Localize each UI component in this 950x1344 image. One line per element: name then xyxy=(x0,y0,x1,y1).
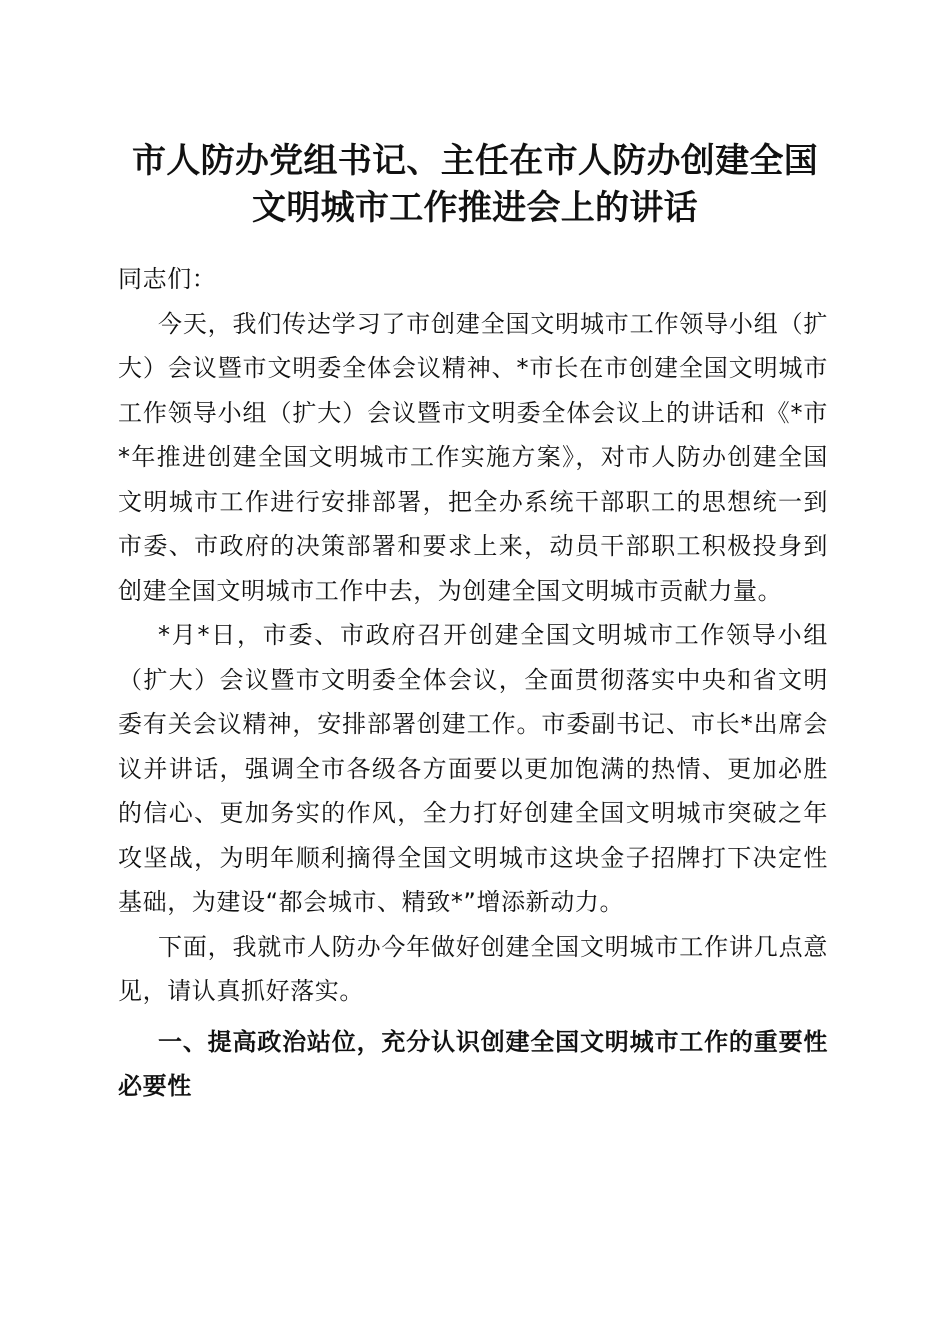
title-line-2: 文明城市工作推进会上的讲话 xyxy=(252,188,698,228)
document-body xyxy=(118,257,828,1109)
document-title xyxy=(110,138,840,232)
paragraph-1: 今天，我们传达学习了市创建全国文明城市工作领导小组（扩大）会议暨市文明委全体会议精神、*市长在市创建全国文明城市工作领导小组（扩大）会议暨市文明委全体会议上的讲话和《*市*年推进创建全国文明城市工作实施方案》，对市人防办创建全国文明城市工作进行安排部署，把全办系统干部职工的思想统一到市委、市政府的决策部署和要求上来，动员干部职工积极投身到创建全国文明城市工作中去，为创建全国文明城市贡献力量。 xyxy=(118,309,828,605)
section-heading-1: 一、提高政治站位，充分认识创建全国文明城市工作的重要性必要性 xyxy=(118,1027,828,1100)
salutation: 同志们： xyxy=(118,265,217,293)
paragraph-2: *月*日，市委、市政府召开创建全国文明城市工作领导小组（扩大）会议暨市文明委全体会议，全面贯彻落实中央和省文明委有关会议精神，安排部署创建工作。市委副书记、市长*出席会议并讲话，强调全市各级各方面要以更加饱满的热情、更加必胜的信心、更加务实的作风，全力打好创建全国文明城市突破之年攻坚战，为明年顺利摘得全国文明城市这块金子招牌打下决定性基础，为建设“都会城市、精致*”增添新动力。 xyxy=(118,621,828,916)
paragraph-3: 下面，我就市人防办今年做好创建全国文明城市工作讲几点意见，请认真抓好落实。 xyxy=(118,932,828,1005)
title-line-1: 市人防办党组书记、主任在市人防办创建全国 xyxy=(132,141,818,181)
